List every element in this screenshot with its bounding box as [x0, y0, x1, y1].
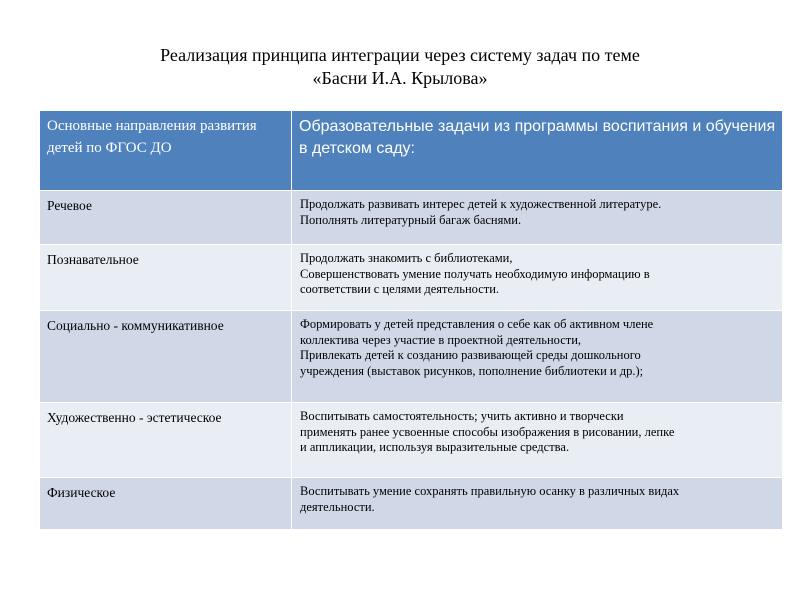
task-line: Продолжать знакомить с библиотеками,	[300, 251, 513, 265]
tasks-cell	[292, 191, 783, 245]
direction-cell	[40, 191, 292, 245]
task-line: Пополнять литературный багаж баснями.	[300, 212, 522, 227]
table-header-row	[40, 111, 783, 191]
tasks-cell	[292, 311, 783, 403]
direction-cell	[40, 311, 292, 403]
table-row	[40, 403, 783, 478]
header-tasks	[292, 111, 783, 191]
direction-label: Физическое	[47, 485, 116, 500]
task-line: Воспитывать самостоятельность; учить активно и творчески	[300, 409, 624, 423]
table-row	[40, 478, 783, 530]
tasks-table	[39, 110, 783, 530]
header-directions	[40, 111, 292, 191]
direction-label: Познавательное	[47, 252, 139, 267]
header-directions-label: Основные направления развития детей по ФГОС ДО	[47, 118, 257, 156]
task-line: Воспитывать умение сохранять правильную осанку в различных видах	[300, 484, 680, 498]
slide-title	[60, 44, 740, 90]
table-row	[40, 245, 783, 311]
task-line: Продолжать развивать интерес детей к художественной литературе.	[300, 197, 662, 211]
title-line-2: «Басни И.А. Крылова»	[312, 68, 488, 88]
direction-label: Социально - коммуникативное	[47, 318, 224, 333]
direction-cell	[40, 478, 292, 530]
header-tasks-label: Образовательные задачи из программы воспитания и обучения в детском саду:	[299, 118, 776, 157]
task-line: коллектива через участие в проектной деятельности,	[300, 332, 582, 347]
task-line: Привлекать детей к созданию развивающей среды дошкольного	[300, 348, 641, 362]
table-row	[40, 311, 783, 403]
task-line: соответствии с целями деятельности.	[300, 282, 500, 296]
task-line: деятельности.	[300, 499, 375, 514]
task-line: Совершенствовать умение получать необходимую информацию в	[300, 266, 650, 281]
direction-label: Речевое	[47, 198, 92, 213]
tasks-cell	[292, 245, 783, 311]
direction-cell	[40, 403, 292, 478]
task-line: учреждения (выставок рисунков, пополнение библиотеки и др.);	[300, 363, 644, 378]
table-row	[40, 191, 783, 245]
title-line-1: Реализация принципа интеграции через систему задач по теме	[160, 45, 640, 65]
task-line: Формировать у детей представления о себе как об активном члене	[300, 317, 654, 331]
direction-label: Художественно - эстетическое	[47, 410, 222, 425]
tasks-cell	[292, 478, 783, 530]
direction-cell	[40, 245, 292, 311]
tasks-cell	[292, 403, 783, 478]
task-line: и аппликации, используя выразительные средства.	[300, 440, 570, 454]
task-line: применять ранее усвоенные способы изображения в рисовании, лепке	[300, 424, 675, 439]
